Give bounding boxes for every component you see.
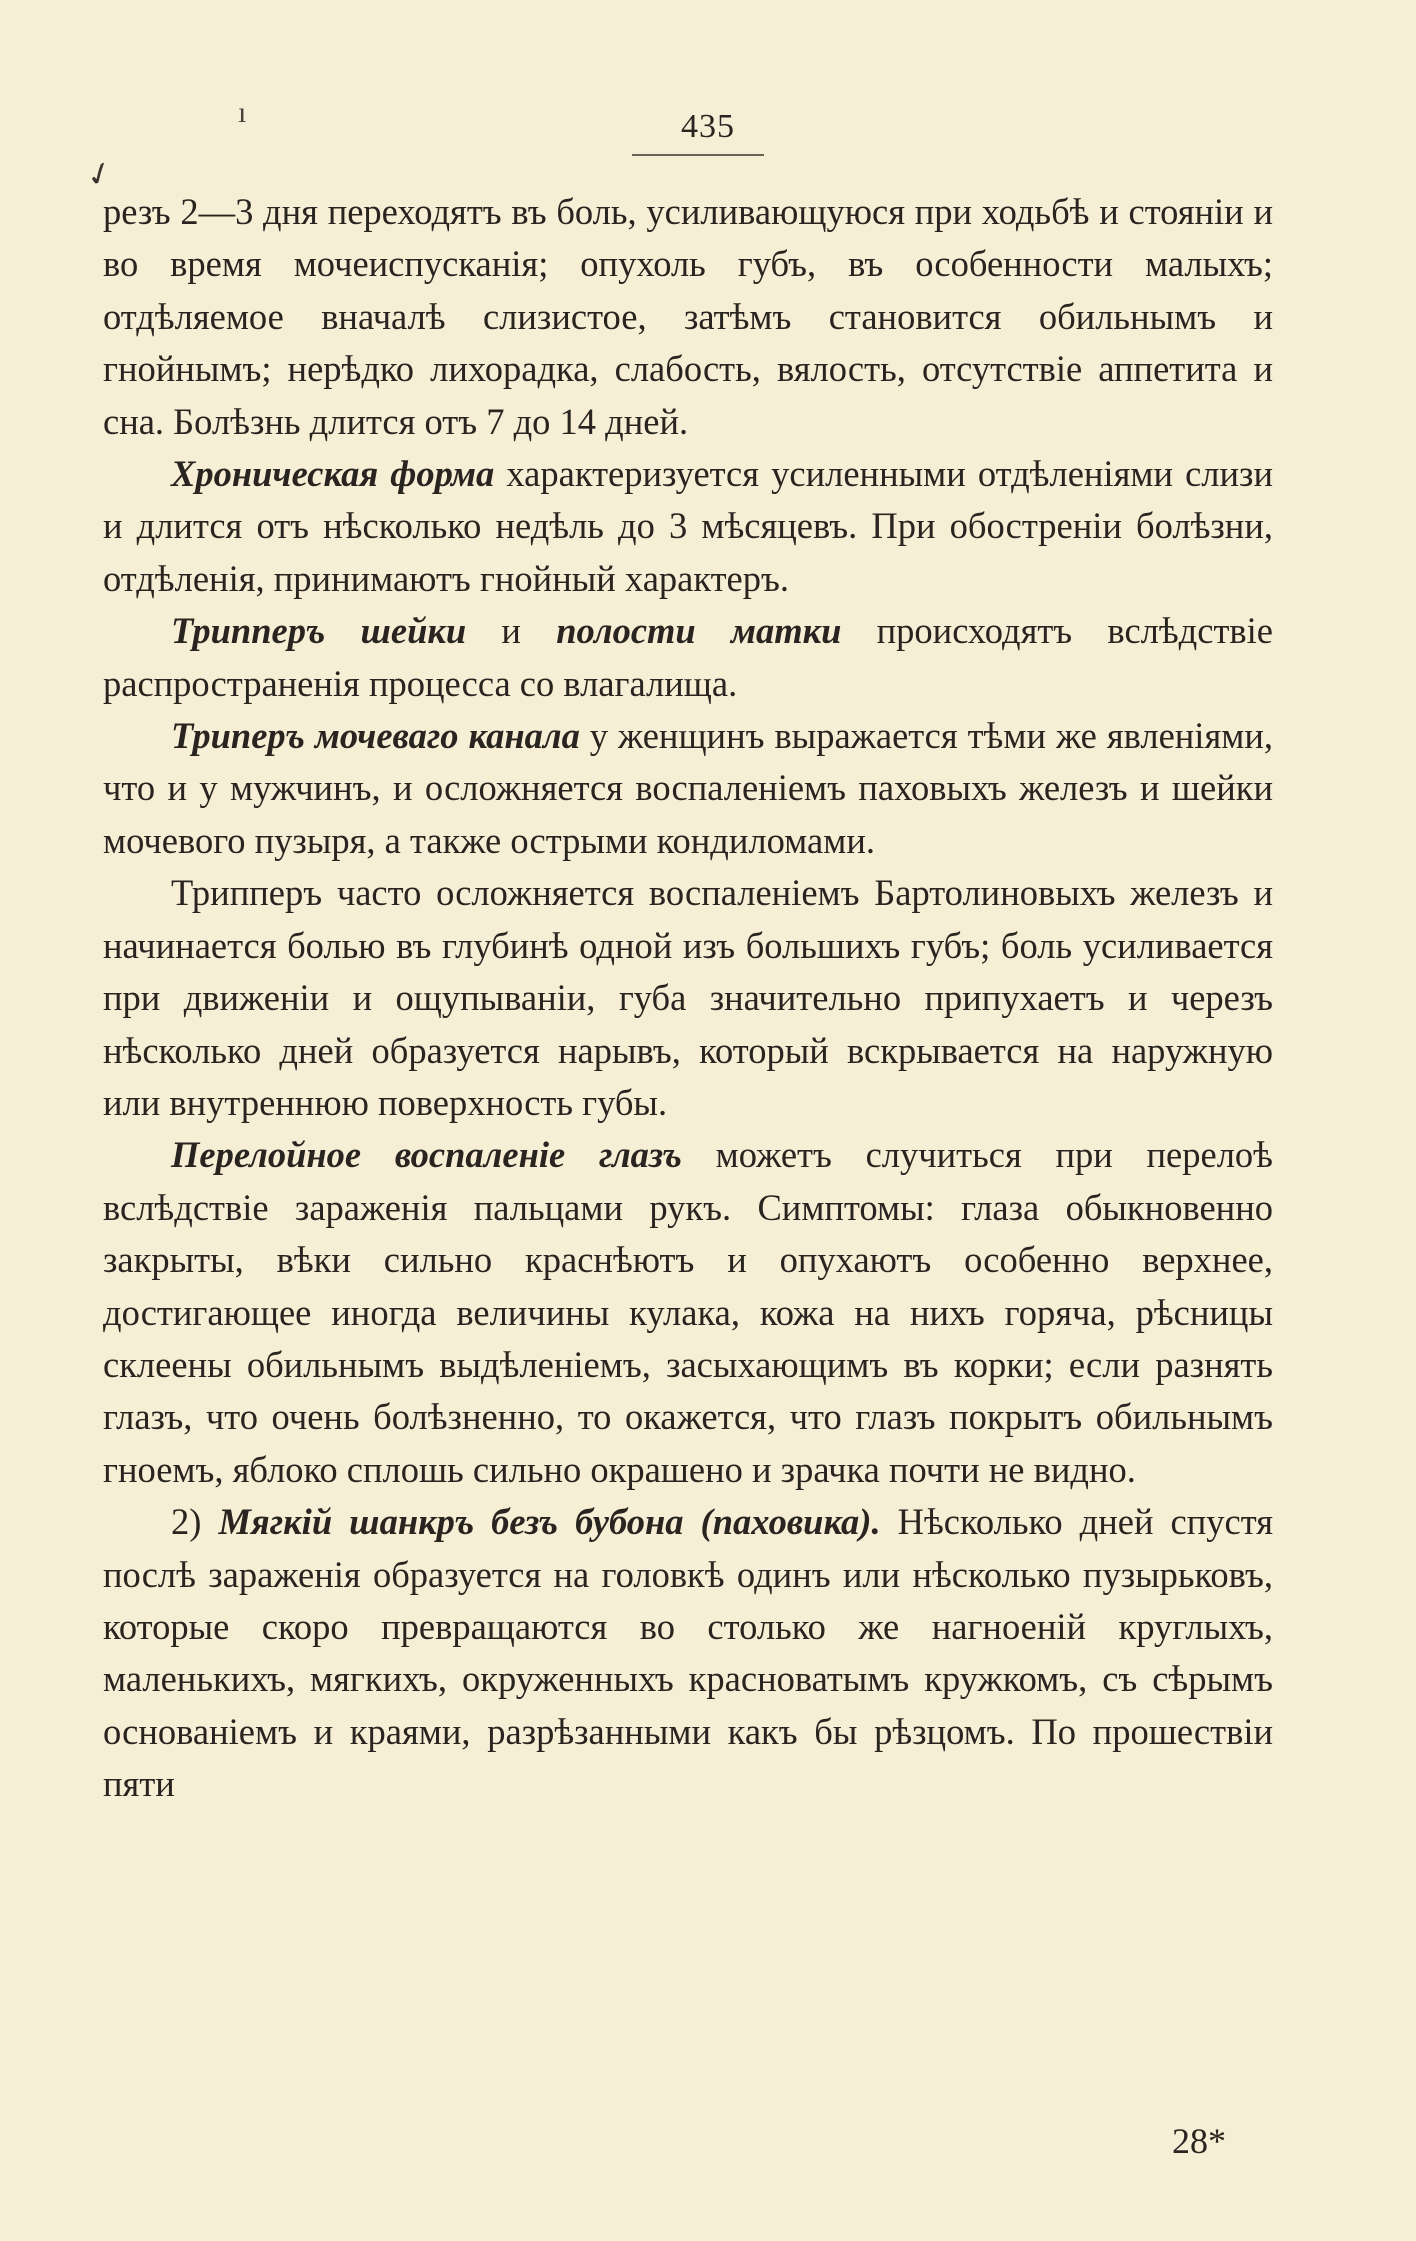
emphasized-term: Триперъ мочеваго канала [171,715,580,757]
text-run: Трипперъ часто осложняется воспаленіемъ Бартолиновыхъ железъ и начинается болью въ глубинѣ одной изъ большихъ губъ; боль усиливается при движеніи и ощупываніи, губа значительно припухаетъ и черезъ нѣсколько дней образуется нарывъ, который вскрывается на наружную или внутреннюю поверхность губы. [103,872,1273,1123]
emphasized-term: Мягкій шанкръ безъ бубона (паховика). [218,1501,881,1543]
text-run: 2) [171,1501,219,1543]
text-run: и [466,610,557,652]
emphasized-term: полости матки [556,610,842,652]
paragraph [103,448,1273,605]
text-run: характеризуется усиленными отдѣленіями слизи и длится отъ нѣсколько недѣль до 3 мѣсяцевъ. При обостреніи болѣзни, отдѣленія, принимаютъ гнойный характеръ. [103,453,1273,599]
paragraph [103,710,1273,867]
margin-mark-left: ✓ [80,152,119,196]
page-number: 435 [681,108,735,145]
text-run: у женщинъ выражается тѣми же явленіями, что и у мужчинъ, и осложняется воспаленіемъ паховыхъ железъ и шейки мочевого пузыря, а также острыми кондиломами. [103,715,1273,861]
paragraph [103,605,1273,710]
paragraph [103,1129,1273,1496]
emphasized-term: Трипперъ шейки [171,610,467,652]
margin-mark-top: ı [238,96,247,129]
page-header [0,108,1416,146]
body-text [103,186,1273,1811]
paragraph [103,1496,1273,1810]
text-run: можетъ случиться при перелоѣ вслѣдствіе зараженія пальцами рукъ. Симптомы: глаза обыкновенно закрыты, вѣки сильно краснѣютъ и опухаютъ особенно верхнее, достигающее иногда величины кулака, кожа на нихъ горяча, рѣсницы склеены обильнымъ выдѣленіемъ, засыхающимъ въ корки; если разнять глазъ, что очень болѣзненно, то окажется, что глазъ покрытъ обильнымъ гноемъ, яблоко сплошь сильно окрашено и зрачка почти не видно. [103,1134,1273,1490]
paragraph [103,867,1273,1129]
emphasized-term: Хроническая форма [171,453,495,495]
text-run: происходятъ вслѣдствіе распространенія процесса со влагалища. [103,610,1273,704]
signature-mark: 28* [1172,2121,1226,2161]
emphasized-term: Перелойное воспаленіе глазъ [171,1134,682,1176]
paragraph [103,186,1273,448]
header-rule [632,154,764,156]
text-run: резъ 2—3 дня переходятъ въ боль, усиливающуюся при ходьбѣ и стояніи и во время мочеиспусканія; опухоль губъ, въ особенности малыхъ; отдѣляемое вначалѣ слизистое, затѣмъ становится обильнымъ и гнойнымъ; нерѣдко лихорадка, слабость, вялость, отсутствіе аппетита и сна. Болѣзнь длится отъ 7 до 14 дней. [103,191,1273,442]
text-run: Нѣсколько дней спустя послѣ зараженія образуется на головкѣ одинъ или нѣсколько пузырьковъ, которые скоро превращаются во столько же нагноеній круглыхъ, маленькихъ, мягкихъ, окруженныхъ красноватымъ кружкомъ, съ сѣрымъ основаніемъ и краями, разрѣзанными какъ бы рѣзцомъ. По прошествіи пяти [103,1501,1274,1805]
